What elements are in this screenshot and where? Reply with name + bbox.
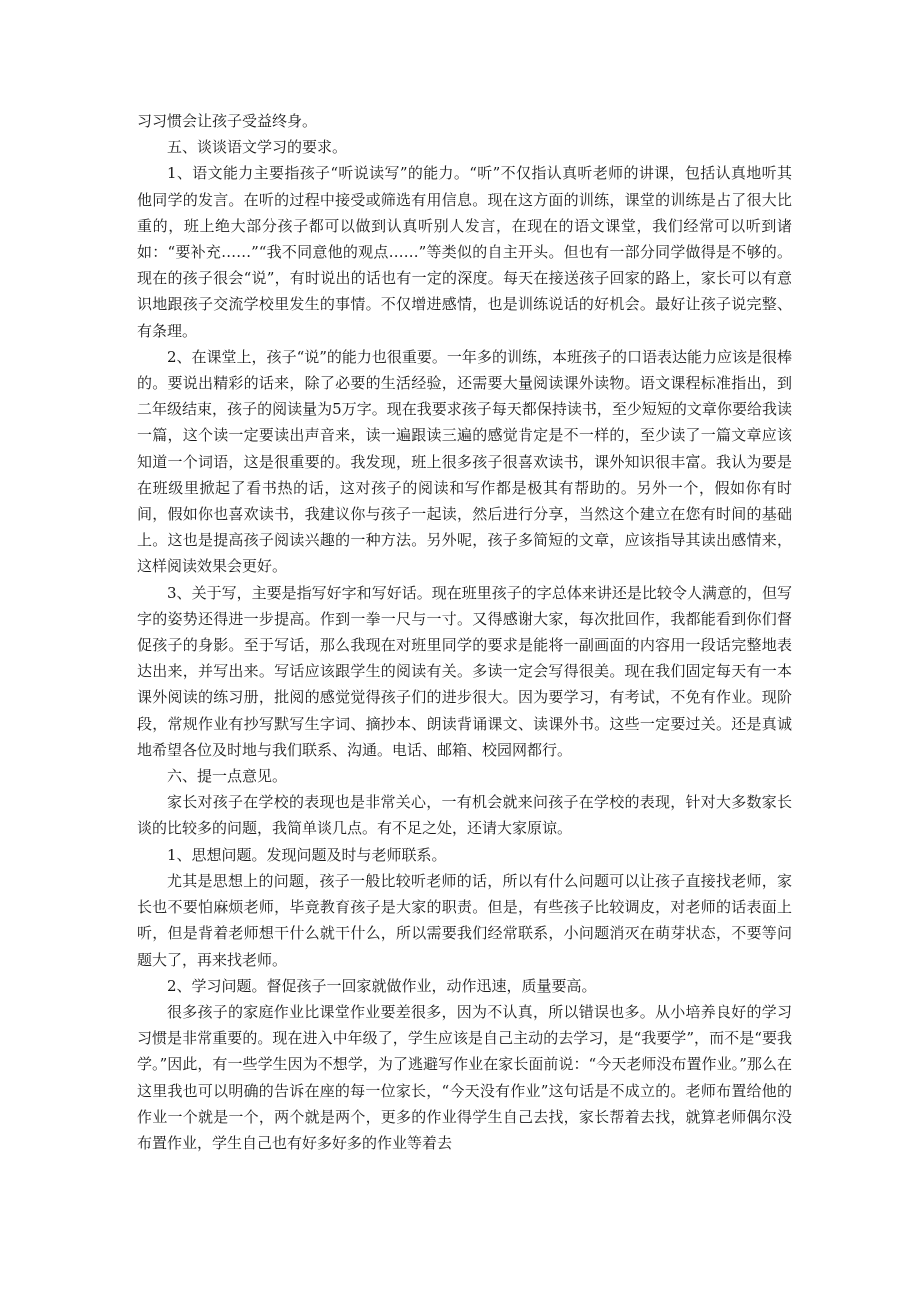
section-heading: 六、提一点意见。	[167, 767, 288, 786]
section-heading: 五、谈谈语文学习的要求。	[167, 138, 348, 157]
subsection-heading: 1、思想问题。发现问题及时与老师联系。	[167, 845, 447, 864]
paragraph: 1、语文能力主要指孩子“听说读写”的能力。“听”不仅指认真听老师的讲课，包括认真地听其他同学的发言。在听的过程中接受或筛选有用信息。现在这方面的训练，课堂的训练是占了很大比重的，班上绝大部分孩子都可以做到认真听别人发言，在现在的语文课堂，我们经常可以听到诸如：“要补充……”“我不同意他的观点……”等类似的自主开头。但也有一部分同学做得是不够的。现在的孩子很会“说”，有时说出的话也有一定的深度。每天在接送孩子回家的路上，家长可以有意识地跟孩子交流学校里发生的事情。不仅增进感情，也是训练说话的好机会。最好让孩子说完整、有条理。	[137, 164, 792, 340]
paragraph: 3、关于写，主要是指写好字和写好话。现在班里孩子的字总体来讲还是比较令人满意的，但写字的姿势还得进一步提高。作到一拳一尺与一寸。又得感谢大家，每次批回作，我都能看到你们督促孩子的身影。至于写话，那么我现在对班里同学的要求是能将一副画面的内容用一段话完整地表达出来，并写出来。写话应该跟学生的阅读有关。多读一定会写得很美。现在我们固定每天有一本课外阅读的练习册，批阅的感觉觉得孩子们的进步很大。因为要学习，有考试，不免有作业。现阶段，常规作业有抄写默写生字词、摘抄本、朗读背诵课文、读课外书。这些一定要过关。还是真诚地希望各位及时地与我们联系、沟通。电话、邮箱、校园网都行。	[137, 583, 792, 759]
subsection-heading: 2、学习问题。督促孩子一回家就做作业，动作迅速，质量要高。	[167, 976, 597, 995]
document-page	[137, 108, 792, 1156]
paragraph: 家长对孩子在学校的表现也是非常关心，一有机会就来问孩子在学校的表现，针对大多数家长谈的比较多的问题，我简单谈几点。有不足之处，还请大家原谅。	[137, 793, 792, 838]
paragraph: 很多孩子的家庭作业比课堂作业要差很多，因为不认真，所以错误也多。从小培养良好的学习习惯是非常重要的。现在进入中年级了，学生应该是自己主动的去学习，是“我要学”，而不是“要我学。”因此，有一些学生因为不想学，为了逃避写作业在家长面前说：“今天老师没布置作业。”那么在这里我也可以明确的告诉在座的每一位家长，“今天没有作业”这句话是不成立的。老师布置给他的作业一个就是一个，两个就是两个，更多的作业得学生自己去找，家长帮着去找，就算老师偶尔没布置作业，学生自己也有好多好多的作业等着去	[137, 1002, 792, 1152]
paragraph: 尤其是思想上的问题，孩子一般比较听老师的话，所以有什么问题可以让孩子直接找老师，家长也不要怕麻烦老师，毕竟教育孩子是大家的职责。但是，有些孩子比较调皮，对老师的话表面上听，但是背着老师想干什么就干什么，所以需要我们经常联系，小问题消灭在萌芽状态，不要等问题大了，再来找老师。	[137, 871, 792, 969]
paragraph: 2、在课堂上，孩子“说”的能力也很重要。一年多的训练，本班孩子的口语表达能力应该是很棒的。要说出精彩的话来，除了必要的生活经验，还需要大量阅读课外读物。语文课程标准指出，到二年级结束，孩子的阅读量为5万字。现在我要求孩子每天都保持读书，至少短短的文章你要给我读一篇，这个读一定要读出声音来，读一遍跟读三遍的感觉肯定是不一样的，至少读了一篇文章应该知道一个词语，这是很重要的。我发现，班上很多孩子很喜欢读书，课外知识很丰富。我认为要是在班级里掀起了看书热的话，这对孩子的阅读和写作都是极其有帮助的。另外一个，假如你有时间，假如你也喜欢读书，我建议你与孩子一起读，然后进行分享，当然这个建立在您有时间的基础上。这也是提高孩子阅读兴趣的一种方法。另外呢，孩子多简短的文章，应该指导其读出感情来，这样阅读效果会更好。	[137, 347, 792, 576]
paragraph: 习习惯会让孩子受益终身。	[137, 112, 318, 130]
